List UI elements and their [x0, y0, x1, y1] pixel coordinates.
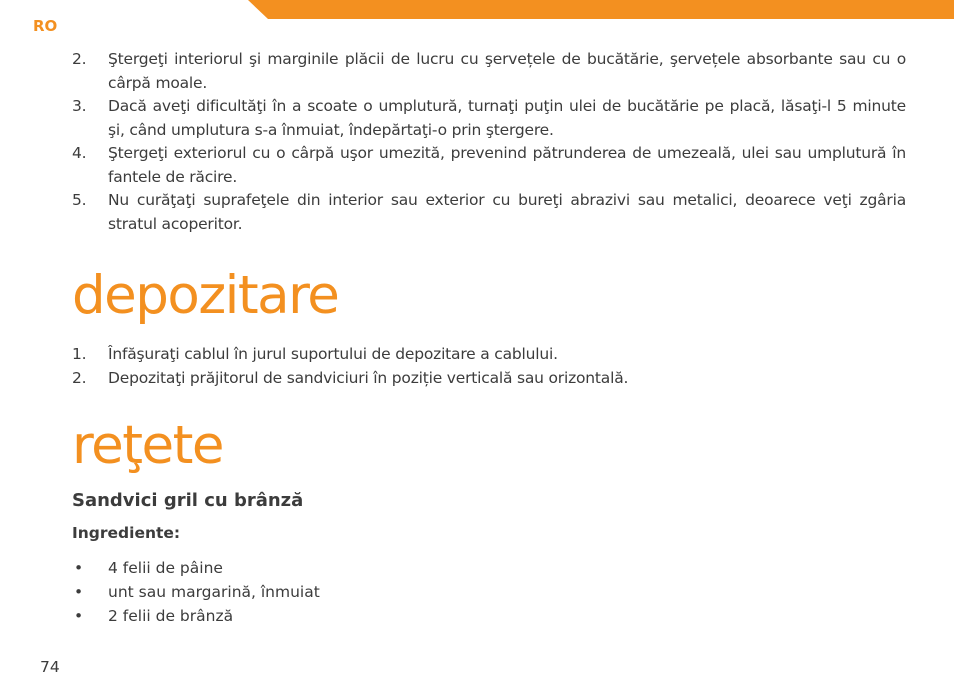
step-number: 2.: [72, 50, 87, 68]
list-item: [72, 343, 906, 367]
ingredient-text: 4 felii de pâine: [108, 559, 223, 577]
bullet-icon: •: [74, 583, 84, 601]
page-number: 74: [40, 658, 60, 676]
step-number: 5.: [72, 191, 87, 209]
list-item: [72, 367, 906, 391]
cleaning-steps-list: [72, 48, 906, 236]
recipes-heading: reţete: [72, 415, 224, 476]
storage-steps-list: [72, 343, 906, 390]
step-number: 4.: [72, 144, 87, 162]
list-item: [72, 189, 906, 236]
list-item: [72, 95, 906, 142]
step-number: 1.: [72, 345, 87, 363]
list-item: [72, 580, 320, 604]
step-text: Ştergeţi exteriorul cu o cârpă uşor umezită, prevenind pătrunderea de umezeală, ulei sau umplutură în fantele de răcire.: [108, 144, 906, 186]
ingredients-list: [72, 556, 320, 628]
list-item: [72, 556, 320, 580]
list-item: [72, 142, 906, 189]
list-item: [72, 48, 906, 95]
step-text: Înfăşuraţi cablul în jurul suportului de depozitare a cablului.: [108, 345, 558, 363]
language-code: RO: [33, 17, 58, 35]
step-number: 2.: [72, 368, 87, 387]
recipe-title: Sandvici gril cu brânză: [72, 490, 304, 511]
header-accent-band: [0, 0, 954, 19]
step-text: Nu curăţaţi suprafeţele din interior sau exterior cu bureţi abrazivi sau metalici, deoarece veţi zgâria stratul acoperitor.: [108, 191, 906, 233]
bullet-icon: •: [74, 607, 84, 625]
ingredient-text: 2 felii de brânză: [108, 607, 234, 625]
ingredient-text: unt sau margarină, înmuiat: [108, 583, 320, 601]
storage-heading: depozitare: [72, 265, 339, 326]
step-number: 3.: [72, 97, 87, 115]
ingredients-label: Ingrediente:: [72, 524, 181, 542]
step-text: Ştergeţi interiorul şi marginile plăcii de lucru cu şervețele de bucătărie, şervețele absorbante sau cu o cârpă moale.: [108, 50, 906, 92]
step-text: Dacă aveţi dificultăţi în a scoate o umplutură, turnaţi puţin ulei de bucătărie pe placă, lăsaţi-l 5 minute şi, când umplutura s-a înmuiat, îndepărtaţi-o prin ştergere.: [108, 97, 906, 139]
step-text: Depozitaţi prăjitorul de sandviciuri în poziție verticală sau orizontală.: [108, 368, 629, 387]
bullet-icon: •: [74, 559, 84, 577]
list-item: [72, 604, 320, 628]
